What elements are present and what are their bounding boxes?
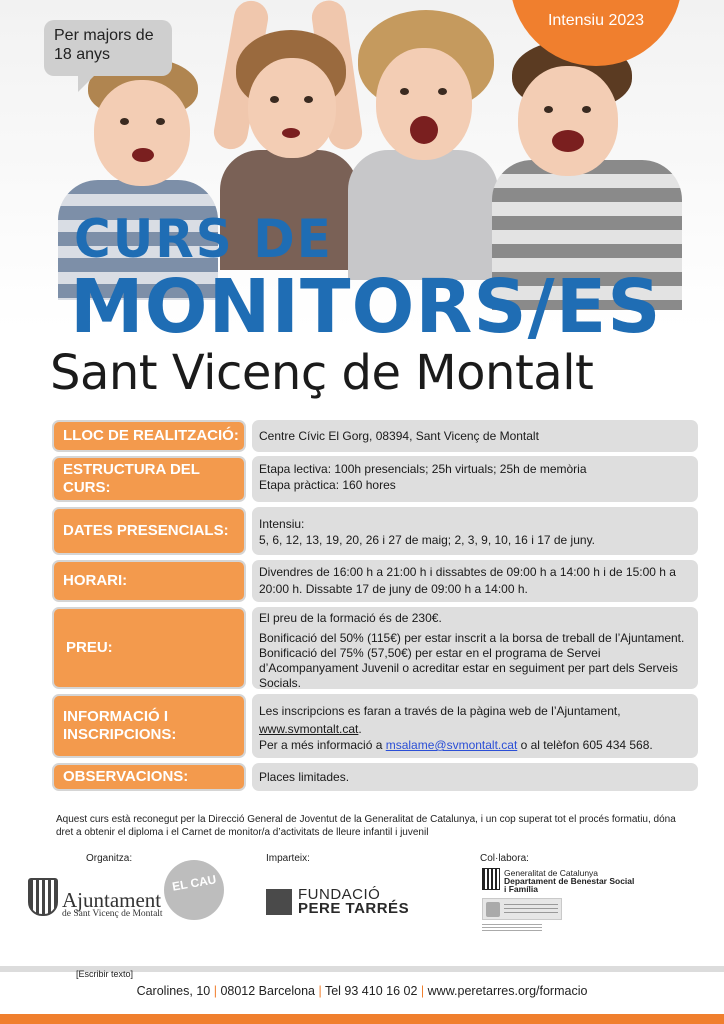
course-location-title: Sant Vicenç de Montalt: [50, 345, 594, 401]
fundacio-logo-line1: FUNDACIÓ: [298, 886, 381, 903]
fundacio-logo-line2: PERE TARRÉS: [298, 900, 410, 917]
row-label: OBSERVACIONS:: [52, 763, 246, 791]
footer-separator: |: [318, 984, 322, 998]
age-requirement-line2: 18 anys: [54, 46, 111, 63]
row-informacio: [52, 694, 698, 758]
website-link-period: .: [358, 722, 362, 736]
row-lloc: [52, 420, 698, 452]
col-labora-label: Col·labora:: [480, 853, 529, 864]
generalitat-line2: Departament de Benestar Social: [504, 876, 635, 886]
row-label: PREU:: [52, 607, 246, 689]
footer-separator: |: [213, 984, 217, 998]
spain-crest-icon: [486, 902, 500, 917]
government-logo: [482, 898, 562, 920]
row-horari: [52, 560, 698, 602]
structure-line1: Etapa lectiva: 100h presencials; 25h virtuals; 25h de memòria: [259, 462, 587, 476]
row-label-line2: INSCRIPCIONS:: [63, 726, 177, 743]
row-label: HORARI:: [52, 560, 246, 602]
price-line1: El preu de la formació és de 230€.: [259, 611, 442, 625]
venue-text: Centre Cívic El Gorg, 08394, Sant Vicenç de Montalt: [259, 429, 539, 443]
dates-line2: 5, 6, 12, 13, 19, 20, 26 i 27 de maig; 2, 3, 9, 10, 16 i 17 de juny.: [259, 533, 596, 547]
info-line3-suffix: o al telèfon 605 434 568.: [517, 738, 653, 752]
observations-text: Places limitades.: [259, 770, 350, 784]
schedule-text: Divendres de 16:00 h a 21:00 h i dissabtes de 09:00 h a 14:00 h i de 15:00 h a 20:00 h. Dissabte 17 de juny de 09:00 h a 14:00 h.: [259, 565, 676, 596]
imparteix-label: Imparteix:: [266, 853, 310, 864]
structure-line2: Etapa pràctica: 160 hores: [259, 478, 396, 492]
municipal-crest-icon: [28, 878, 58, 916]
government-logo-text-lines: [504, 904, 558, 916]
year-badge: Intensiu 2023: [510, 0, 682, 66]
organitza-label: Organitza:: [86, 853, 133, 864]
row-value: [252, 507, 698, 555]
row-value: [252, 694, 698, 758]
info-line3-prefix: Per a més informació a: [259, 738, 386, 752]
info-line1: Les inscripcions es faran a través de la pàgina web de l’Ajuntament,: [259, 704, 621, 718]
generalitat-line3: i Família: [504, 884, 539, 894]
course-title-line1: CURS DE: [74, 208, 333, 270]
dates-line1: Intensiu:: [259, 517, 305, 531]
el-cau-logo: [164, 860, 224, 920]
row-value: [252, 456, 698, 502]
info-line2: [259, 721, 691, 737]
fundacio-mark-icon: [266, 889, 292, 915]
row-label: [52, 694, 246, 758]
footer-web-link[interactable]: www.peretarres.org/formacio: [427, 984, 588, 998]
footer-address: Carolines, 10: [136, 984, 211, 998]
footer-accent-bar: [0, 1014, 724, 1024]
price-line2: Bonificació del 50% (115€) per estar inscrit a la borsa de treball de l’Ajuntament.: [259, 631, 685, 645]
age-requirement-bubble: [44, 20, 172, 76]
recognition-note: Aquest curs està reconegut per la Direcció General de Joventut de la Generalitat de Catalunya, i un cop superat tot el procés formatiu, dóna dret a obtenir el diploma i el Carnet de monitor/a d’activitats de lleure infantil i juvenil: [56, 814, 676, 838]
price-line3: Bonificació del 75% (57,50€) per estar en el programa de Servei d’Acompanyament Juvenil o acreditar estar en seguiment per part dels Serveis Socials.: [259, 646, 678, 690]
ajuntament-logo: [28, 876, 168, 924]
info-line3: [259, 737, 691, 753]
row-value: [252, 607, 698, 689]
course-title-line2: MONITORS/ES: [70, 264, 662, 350]
footer-postal: 08012 Barcelona: [220, 984, 315, 998]
footer-separator: |: [420, 984, 425, 998]
website-link[interactable]: www.svmontalt.cat: [259, 722, 359, 736]
row-label: DATES PRESENCIALS:: [52, 507, 246, 555]
row-value: [252, 763, 698, 791]
row-value: [252, 560, 698, 602]
footer-placeholder: [Escribir texto]: [76, 969, 134, 979]
row-label-line1: INFORMACIÓ I: [63, 708, 168, 725]
generalitat-line1: Generalitat de Catalunya: [504, 868, 599, 878]
row-dates: [52, 507, 698, 555]
el-cau-logo-text: EL CAU: [171, 872, 218, 894]
ajuntament-logo-sub: de Sant Vicenç de Montalt: [62, 909, 163, 919]
footer-contact: [0, 984, 724, 998]
row-value: [252, 420, 698, 452]
row-label: LLOC DE REALITZACIÓ:: [52, 420, 246, 452]
email-link[interactable]: msalame@svmontalt.cat: [385, 738, 518, 752]
generalitat-emblem-icon: [482, 868, 500, 890]
footer-phone: Tel 93 410 16 02: [324, 984, 418, 998]
row-preu: [52, 607, 698, 689]
row-estructura: [52, 456, 698, 502]
row-label: ESTRUCTURA DEL CURS:: [52, 456, 246, 502]
age-requirement-line1: Per majors de: [54, 27, 154, 44]
ajuntament-logo-name: Ajuntament: [62, 888, 162, 912]
fine-print-logo-text: [482, 924, 542, 932]
child-photo-3: [340, 0, 510, 280]
row-observacions: [52, 763, 698, 791]
